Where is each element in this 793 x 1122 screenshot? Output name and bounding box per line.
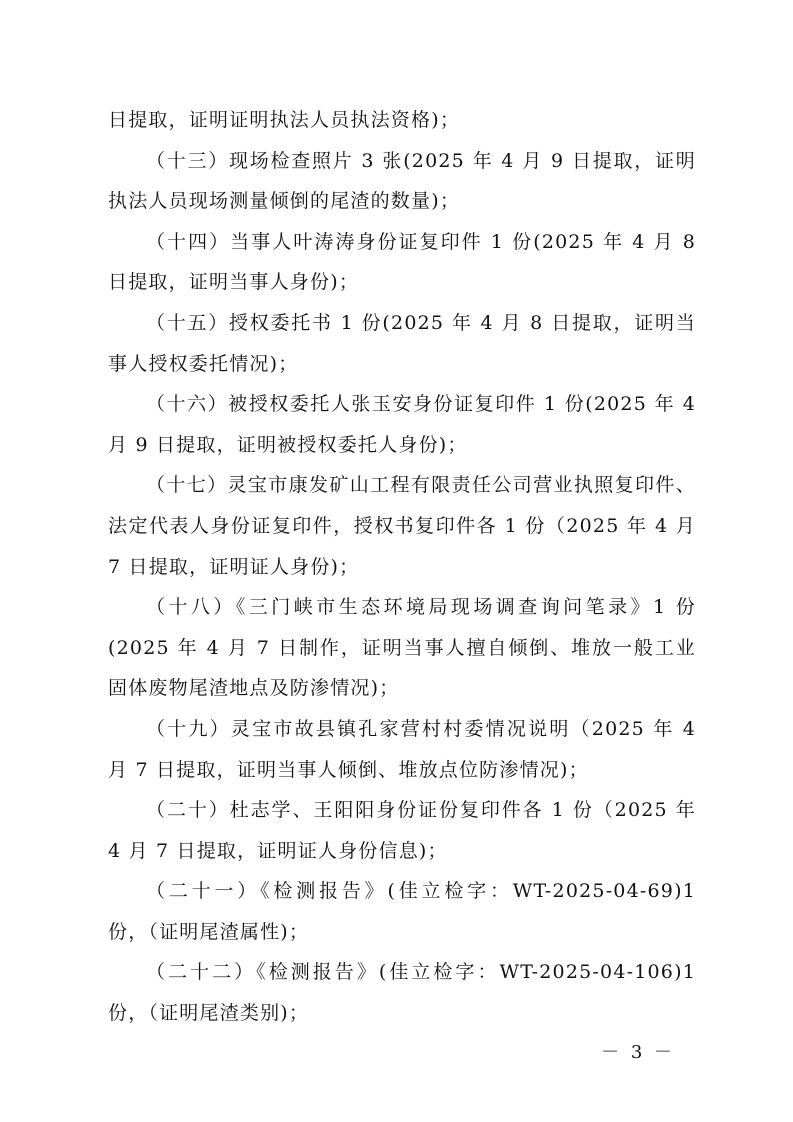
paragraph-item-20: （二十）杜志学、王阳阳身份证份复印件各 1 份（2025 年 4 月 7 日提取，证明证人身份信息)； — [108, 799, 696, 862]
page-number: － 3 － — [601, 1042, 675, 1063]
paragraph-item-15: （十五）授权委托书 1 份(2025 年 4 月 8 日提取，证明当事人授权委托情况)； — [108, 311, 696, 375]
paragraph-item-21: （二十一）《检测报告》(佳立检字：WT-2025-04-69)1 份，（证明尾渣属性)； — [108, 880, 696, 943]
paragraph-item-16: （十六）被授权委托人张玉安身份证复印件 1 份(2025 年 4 月 9 日提取，证明被授权委托人身份)； — [108, 393, 696, 456]
paragraph-item-17: （十七）灵宝市康发矿山工程有限责任公司营业执照复印件、法定代表人身份证复印件，授权书复印件各 1 份（2025 年 4 月 7 日提取，证明证人身份)； — [108, 474, 696, 578]
paragraph-continuation: 日提取，证明证明执法人员执法资格)； — [108, 109, 461, 131]
paragraph-item-13: （十三）现场检查照片 3 张(2025 年 4 月 9 日提取，证明执法人员现场测量倾倒的尾渣的数量)； — [108, 149, 696, 213]
paragraph-item-18: （十八）《三门峡市生态环境局现场调查询问笔录》1 份(2025 年 4 月 7 日制作，证明当事人擅自倾倒、堆放一般工业固体废物尾渣地点及防渗情况)； — [108, 596, 696, 700]
paragraph-item-22: （二十二）《检测报告》(佳立检字：WT-2025-04-106)1 份，（证明尾渣类别)； — [108, 961, 696, 1025]
paragraph-item-14: （十四）当事人叶涛涛身份证复印件 1 份(2025 年 4 月 8 日提取，证明当事人身份)； — [108, 230, 696, 294]
body-text — [108, 100, 696, 1034]
paragraph-item-19: （十九）灵宝市故县镇孔家营村村委情况说明（2025 年 4 月 7 日提取，证明当事人倾倒、堆放点位防渗情况)； — [108, 717, 696, 781]
